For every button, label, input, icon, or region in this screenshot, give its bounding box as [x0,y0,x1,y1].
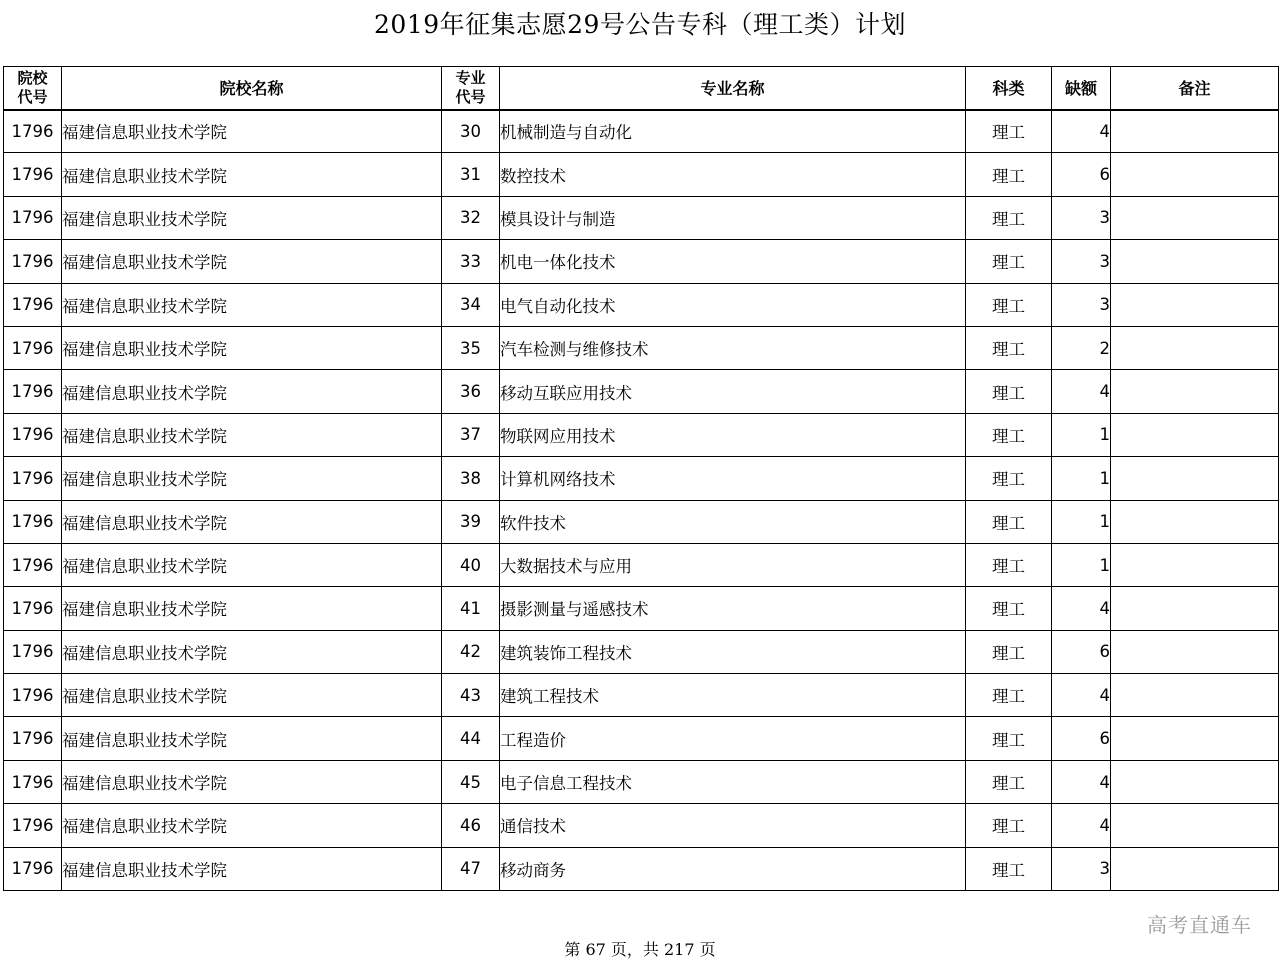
cell-quota: 3 [1052,240,1111,283]
cell-note [1111,543,1279,586]
watermark: 高考直通车 [1147,913,1252,937]
cell-category: 理工 [966,240,1052,283]
cell-note [1111,717,1279,760]
cell-quota: 1 [1052,413,1111,456]
cell-quota: 1 [1052,543,1111,586]
cell-note [1111,457,1279,500]
cell-major-code: 31 [442,153,500,196]
cell-quota: 6 [1052,717,1111,760]
table-row [4,326,1279,369]
cell-category: 理工 [966,674,1052,717]
cell-school-name: 福建信息职业技术学院 [62,847,442,890]
header-row [4,67,1279,110]
cell-major-name: 电气自动化技术 [500,283,966,326]
table-row [4,240,1279,283]
cell-note [1111,153,1279,196]
table-row [4,587,1279,630]
cell-note [1111,240,1279,283]
cell-major-code: 34 [442,283,500,326]
cell-major-name: 大数据技术与应用 [500,543,966,586]
header-note: 备注 [1111,67,1279,110]
cell-note [1111,196,1279,239]
cell-category: 理工 [966,370,1052,413]
cell-quota: 3 [1052,847,1111,890]
cell-note [1111,630,1279,673]
header-major-name: 专业名称 [500,67,966,110]
cell-school-name: 福建信息职业技术学院 [62,587,442,630]
page-footer: 第 67 页，共 217 页 [564,940,716,959]
cell-major-code: 37 [442,413,500,456]
cell-major-code: 42 [442,630,500,673]
cell-school-name: 福建信息职业技术学院 [62,370,442,413]
cell-major-code: 41 [442,587,500,630]
cell-note [1111,587,1279,630]
cell-category: 理工 [966,630,1052,673]
cell-note [1111,760,1279,803]
cell-major-code: 43 [442,674,500,717]
cell-category: 理工 [966,110,1052,153]
cell-note [1111,847,1279,890]
cell-quota: 4 [1052,370,1111,413]
cell-major-code: 36 [442,370,500,413]
cell-major-code: 47 [442,847,500,890]
table-row [4,457,1279,500]
cell-school-name: 福建信息职业技术学院 [62,283,442,326]
cell-quota: 4 [1052,674,1111,717]
cell-note [1111,500,1279,543]
cell-category: 理工 [966,587,1052,630]
header-major-code-line1: 专业 [455,68,486,87]
cell-major-name: 计算机网络技术 [500,457,966,500]
cell-quota: 1 [1052,457,1111,500]
header-school-code [4,67,62,110]
table-row [4,196,1279,239]
cell-school-code: 1796 [4,326,62,369]
cell-category: 理工 [966,413,1052,456]
cell-school-code: 1796 [4,587,62,630]
cell-school-name: 福建信息职业技术学院 [62,153,442,196]
cell-school-code: 1796 [4,110,62,153]
cell-major-code: 44 [442,717,500,760]
cell-quota: 4 [1052,804,1111,847]
cell-school-name: 福建信息职业技术学院 [62,500,442,543]
cell-category: 理工 [966,847,1052,890]
cell-school-code: 1796 [4,804,62,847]
cell-major-name: 移动商务 [500,847,966,890]
cell-school-code: 1796 [4,457,62,500]
cell-school-code: 1796 [4,717,62,760]
cell-school-name: 福建信息职业技术学院 [62,804,442,847]
page-title: 2019年征集志愿29号公告专科（理工类）计划 [374,10,906,39]
cell-school-name: 福建信息职业技术学院 [62,457,442,500]
plan-table [3,66,1279,891]
cell-major-code: 35 [442,326,500,369]
cell-school-name: 福建信息职业技术学院 [62,110,442,153]
table-row [4,110,1279,153]
table-row [4,153,1279,196]
cell-major-code: 39 [442,500,500,543]
cell-major-code: 40 [442,543,500,586]
cell-school-code: 1796 [4,543,62,586]
cell-category: 理工 [966,153,1052,196]
header-quota: 缺额 [1052,67,1111,110]
table-row [4,543,1279,586]
cell-quota: 2 [1052,326,1111,369]
cell-quota: 4 [1052,110,1111,153]
cell-school-code: 1796 [4,413,62,456]
table-row [4,370,1279,413]
cell-school-name: 福建信息职业技术学院 [62,196,442,239]
header-major-code-line2: 代号 [455,87,486,106]
cell-quota: 4 [1052,760,1111,803]
cell-major-name: 工程造价 [500,717,966,760]
cell-category: 理工 [966,760,1052,803]
cell-category: 理工 [966,326,1052,369]
cell-school-name: 福建信息职业技术学院 [62,240,442,283]
cell-category: 理工 [966,196,1052,239]
table-row [4,717,1279,760]
table-row [4,674,1279,717]
header-school-name: 院校名称 [62,67,442,110]
table-row [4,804,1279,847]
cell-category: 理工 [966,500,1052,543]
header-category: 科类 [966,67,1052,110]
table-row [4,847,1279,890]
cell-note [1111,413,1279,456]
cell-school-code: 1796 [4,500,62,543]
cell-note [1111,326,1279,369]
cell-category: 理工 [966,543,1052,586]
cell-major-name: 汽车检测与维修技术 [500,326,966,369]
cell-category: 理工 [966,457,1052,500]
cell-major-name: 摄影测量与遥感技术 [500,587,966,630]
table-header [4,67,1279,110]
cell-major-name: 物联网应用技术 [500,413,966,456]
cell-quota: 6 [1052,153,1111,196]
cell-school-name: 福建信息职业技术学院 [62,717,442,760]
cell-note [1111,283,1279,326]
cell-major-name: 电子信息工程技术 [500,760,966,803]
cell-major-name: 建筑装饰工程技术 [500,630,966,673]
cell-school-code: 1796 [4,196,62,239]
cell-note [1111,804,1279,847]
cell-major-code: 45 [442,760,500,803]
cell-school-code: 1796 [4,630,62,673]
cell-quota: 3 [1052,196,1111,239]
cell-major-name: 软件技术 [500,500,966,543]
cell-major-name: 通信技术 [500,804,966,847]
cell-category: 理工 [966,283,1052,326]
cell-major-name: 数控技术 [500,153,966,196]
cell-major-name: 模具设计与制造 [500,196,966,239]
cell-category: 理工 [966,804,1052,847]
cell-school-code: 1796 [4,283,62,326]
cell-school-code: 1796 [4,370,62,413]
cell-note [1111,370,1279,413]
header-school-code-line1: 院校 [17,68,48,87]
cell-note [1111,110,1279,153]
cell-school-name: 福建信息职业技术学院 [62,760,442,803]
cell-major-name: 移动互联应用技术 [500,370,966,413]
cell-school-code: 1796 [4,240,62,283]
cell-school-name: 福建信息职业技术学院 [62,630,442,673]
table-row [4,630,1279,673]
cell-major-code: 32 [442,196,500,239]
cell-school-code: 1796 [4,760,62,803]
cell-major-name: 机电一体化技术 [500,240,966,283]
table-body [4,110,1279,891]
cell-category: 理工 [966,717,1052,760]
table-row [4,760,1279,803]
cell-quota: 4 [1052,587,1111,630]
table-row [4,500,1279,543]
cell-school-code: 1796 [4,153,62,196]
cell-school-name: 福建信息职业技术学院 [62,326,442,369]
cell-note [1111,674,1279,717]
cell-school-name: 福建信息职业技术学院 [62,674,442,717]
table-row [4,283,1279,326]
cell-school-name: 福建信息职业技术学院 [62,413,442,456]
cell-quota: 6 [1052,630,1111,673]
cell-school-code: 1796 [4,847,62,890]
cell-major-code: 30 [442,110,500,153]
cell-major-code: 33 [442,240,500,283]
cell-major-code: 38 [442,457,500,500]
table-row [4,413,1279,456]
cell-quota: 1 [1052,500,1111,543]
header-major-code [442,67,500,110]
cell-major-name: 建筑工程技术 [500,674,966,717]
cell-school-name: 福建信息职业技术学院 [62,543,442,586]
header-school-code-line2: 代号 [17,87,48,106]
cell-major-code: 46 [442,804,500,847]
cell-school-code: 1796 [4,674,62,717]
cell-quota: 3 [1052,283,1111,326]
cell-major-name: 机械制造与自动化 [500,110,966,153]
